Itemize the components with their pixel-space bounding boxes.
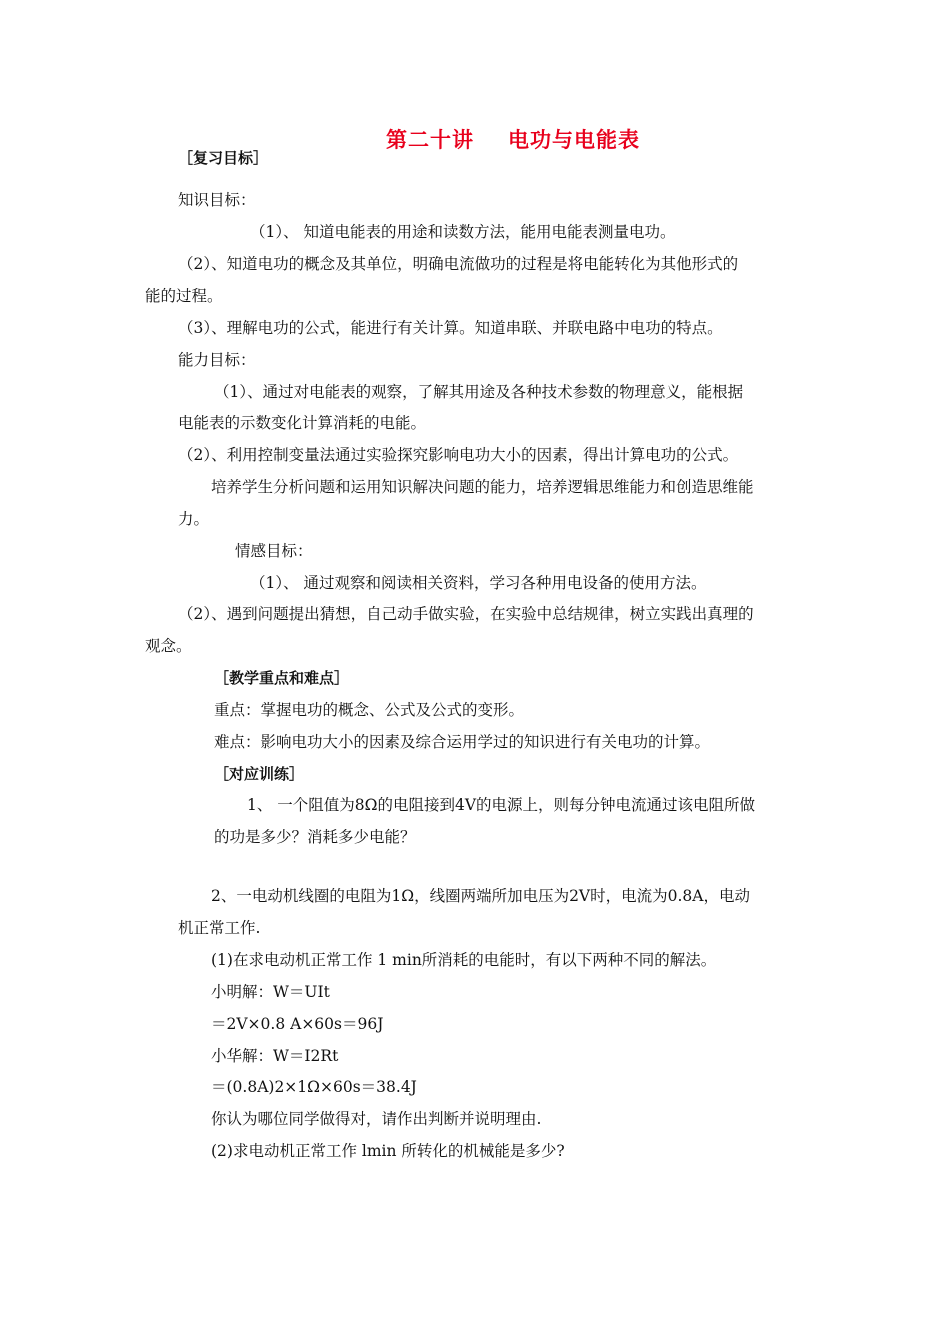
knowledge-item-1: （1）、 知道电能表的用途和读数方法，能用电能表测量电功。 bbox=[250, 223, 676, 241]
ability-item-2: （2）、利用控制变量法通过实验探究影响电功大小的因素，得出计算电功的公式。 bbox=[178, 446, 739, 464]
emotion-goals-heading: 情感目标： bbox=[235, 542, 313, 560]
question-1: 1、 一个阻值为8Ω的电阻接到4V的电源上，则每分钟电流通过该电阻所做 bbox=[247, 796, 756, 814]
knowledge-item-2: （2）、知道电功的概念及其单位，明确电流做功的过程是将电能转化为其他形式的 bbox=[178, 255, 739, 273]
question-2-cont: 机正常工作. bbox=[178, 919, 261, 937]
question-1-cont: 的功是多少？消耗多少电能？ bbox=[214, 828, 416, 846]
practice-heading: ［对应训练］ bbox=[214, 765, 305, 783]
key-point-difficulty: 难点：影响电功大小的因素及综合运用学过的知识进行有关电功的计算。 bbox=[214, 733, 711, 751]
ability-item-1: （1）、通过对电能表的观察，了解其用途及各种技术参数的物理意义，能根据 bbox=[214, 383, 744, 401]
question-2: 2、一电动机线圈的电阻为1Ω，线圈两端所加电压为2V时，电流为0.8A，电动 bbox=[211, 887, 750, 905]
xiaoming-solution-label: 小明解：W＝UIt bbox=[211, 983, 330, 1001]
ability-item-3-cont: 力。 bbox=[178, 510, 210, 528]
page-title bbox=[386, 124, 640, 154]
question-2-part-1: (1)在求电动机正常工作 1 min所消耗的电能时，有以下两种不同的解法。 bbox=[211, 951, 717, 969]
emotion-item-2: （2）、遇到问题提出猜想，自己动手做实验，在实验中总结规律，树立实践出真理的 bbox=[178, 605, 754, 623]
knowledge-item-3: （3）、理解电功的公式，能进行有关计算。知道串联、并联电路中电功的特点。 bbox=[178, 319, 723, 337]
question-2-part-2: (2)求电动机正常工作 lmin 所转化的机械能是多少? bbox=[211, 1142, 565, 1160]
knowledge-item-2-cont: 能的过程。 bbox=[145, 287, 223, 305]
key-points-heading: ［教学重点和难点］ bbox=[214, 669, 350, 687]
xiaohua-solution-calc: ＝(0.8A)2×1Ω×60s＝38.4J bbox=[211, 1078, 417, 1096]
lecture-topic: 电功与电能表 bbox=[508, 128, 640, 152]
ability-goals-heading: 能力目标： bbox=[178, 351, 256, 369]
xiaoming-solution-calc: ＝2V×0.8 A×60s＝96J bbox=[211, 1015, 384, 1033]
emotion-item-1: （1）、 通过观察和阅读相关资料，学习各种用电设备的使用方法。 bbox=[250, 574, 707, 592]
ability-item-3: 培养学生分析问题和运用知识解决问题的能力，培养逻辑思维能力和创造思维能 bbox=[211, 478, 754, 496]
review-goals-heading: ［复习目标］ bbox=[178, 149, 269, 167]
ability-item-1-cont: 电能表的示数变化计算消耗的电能。 bbox=[178, 414, 427, 432]
emotion-item-2-cont: 观念。 bbox=[145, 637, 192, 655]
lecture-number: 第二十讲 bbox=[386, 128, 474, 152]
xiaohua-solution-label: 小华解：W＝I2Rt bbox=[211, 1047, 339, 1065]
knowledge-goals-heading: 知识目标： bbox=[178, 191, 256, 209]
key-point-focus: 重点：掌握电功的概念、公式及公式的变形。 bbox=[214, 701, 525, 719]
judge-prompt: 你认为哪位同学做得对，请作出判断并说明理由. bbox=[211, 1110, 542, 1128]
